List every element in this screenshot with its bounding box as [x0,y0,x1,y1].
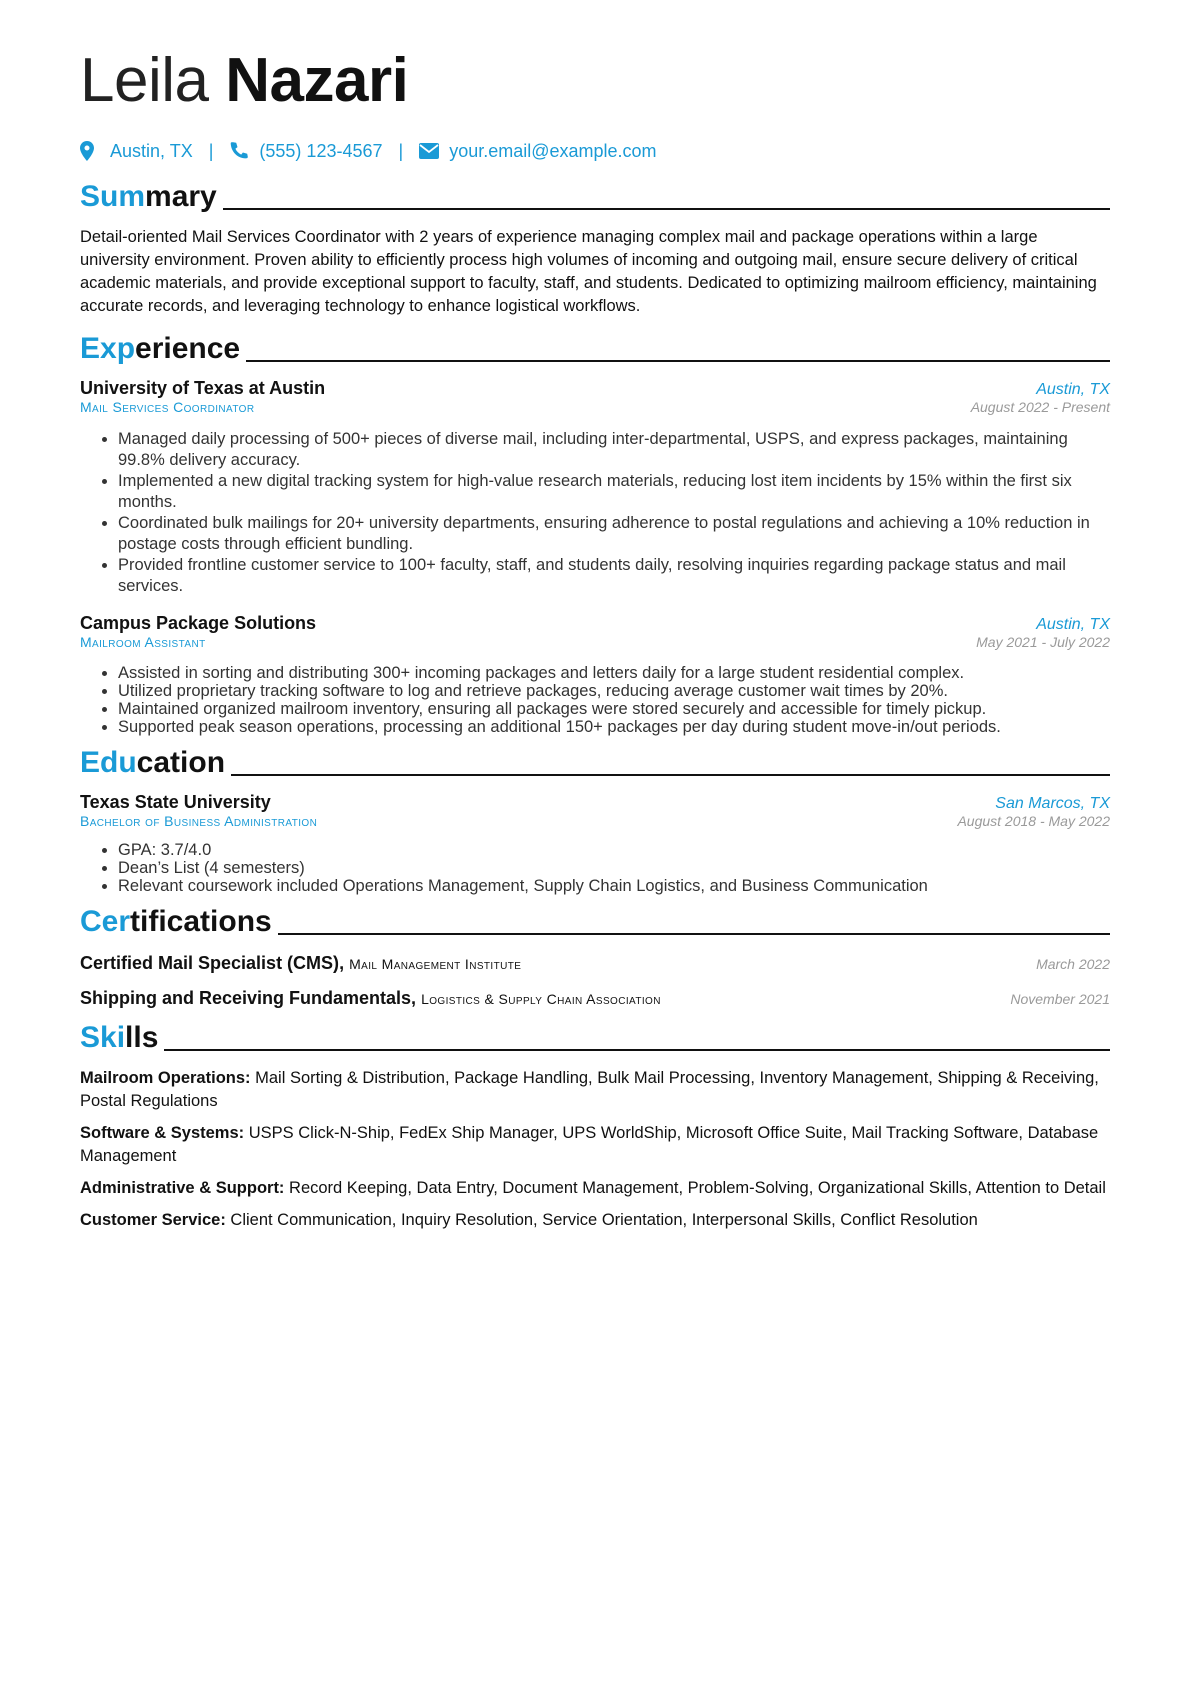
list-item: • Coordinated bulk mailings for 20+ university departments, ensuring adherence to postal regulations and achieving a 10% reduction in postage costs through efficient bundling. [118,513,1110,555]
section-rule [223,208,1110,210]
employer-location: Austin, TX [1036,616,1110,633]
list-item: • Implemented a new digital tracking system for high-value research materials, reducing lost item incidents by 15% within the first six months. [118,471,1110,513]
contact-separator: | [398,140,404,161]
job-bullets [80,429,1110,597]
certifications-heading [80,903,1110,939]
experience-entry [80,378,1110,597]
last-name: Nazari [225,46,409,115]
education-title: Education [80,746,226,779]
education-dates: August 2018 - May 2022 [957,813,1110,829]
job-bullets [80,664,1110,736]
envelope-icon [419,141,439,161]
certification-title: Certified Mail Specialist (CMS) [80,953,340,973]
skill-value: Record Keeping, Data Entry, Document Management, Problem-Solving, Organizational Skills, Attention to Detail [289,1179,1106,1197]
phone-icon [229,141,249,161]
contact-bar [80,138,1110,164]
certification-date: November 2021 [1010,991,1110,1007]
candidate-name [80,46,1110,116]
list-item: • Utilized proprietary tracking software to log and retrieve packages, reducing average customer wait times by 20%. [118,682,1110,700]
skill-group [80,1209,1110,1232]
summary-heading [80,178,1110,214]
list-item: • Relevant coursework included Operations Management, Supply Chain Logistics, and Business Communication [118,877,1110,895]
list-item: • Dean’s List (4 semesters) [118,859,1110,877]
education-heading [80,744,1110,780]
skill-group [80,1067,1110,1113]
skill-label: Administrative & Support: [80,1179,285,1197]
contact-separator: | [208,140,214,161]
skill-value: Client Communication, Inquiry Resolution, Service Orientation, Interpersonal Skills, Conflict Resolution [230,1211,978,1229]
school-name: Texas State University [80,792,271,812]
list-item: • Assisted in sorting and distributing 300+ incoming packages and letters daily for a large student residential complex. [118,664,1110,682]
section-rule [278,933,1110,935]
phone-text: (555) 123-4567 [259,140,383,161]
map-pin-icon [80,141,100,161]
skills-title: Skills [80,1021,159,1054]
list-item: • Managed daily processing of 500+ pieces of diverse mail, including inter-departmental, USPS, and express packages, maintaining 99.8% delivery accuracy. [118,429,1110,471]
contact-email[interactable] [419,141,656,162]
location-text: Austin, TX [110,140,193,161]
employer-name: University of Texas at Austin [80,378,326,398]
experience-title: Experience [80,332,241,365]
contact-phone[interactable] [229,141,382,162]
section-rule [246,360,1110,362]
list-item: • Supported peak season operations, processing an additional 150+ packages per day during student move-in/out periods. [118,718,1110,736]
job-dates: August 2022 - Present [970,399,1110,415]
degree-title: Bachelor of Business Administration [80,813,318,829]
certification-date: March 2022 [1036,956,1110,972]
certification-title: Shipping and Receiving Fundamentals [80,988,412,1008]
experience-heading [80,330,1110,366]
skill-value: Mail Sorting & Distribution, Package Handling, Bulk Mail Processing, Inventory Management, Shipping & Receiving, Postal Regulations [80,1069,1099,1110]
skill-value: USPS Click-N-Ship, FedEx Ship Manager, UPS WorldShip, Microsoft Office Suite, Mail Tracking Software, Database Management [80,1124,1099,1165]
section-rule [231,774,1110,776]
summary-text: Detail-oriented Mail Services Coordinator with 2 years of experience managing complex mail and package operations within a large university environment. Proven ability to efficiently process high volumes of incoming and outgoing mail, ensure secure delivery of critical academic materials, and provide exceptional support to faculty, staff, and students. Dedicated to optimizing mailroom efficiency, maintaining accurate records, and leveraging technology to enhance logistical workflows. [80,228,1097,315]
employer-name: Campus Package Solutions [80,613,317,633]
skill-group [80,1122,1110,1168]
education-bullets [80,841,1110,895]
employer-location: Austin, TX [1036,381,1110,398]
certifications-title: Certifications [80,905,272,938]
list-item: • Provided frontline customer service to 100+ faculty, staff, and students daily, resolving inquiries regarding package status and mail services. [118,555,1110,597]
contact-location [80,141,193,162]
first-name: Leila [80,46,209,115]
email-text: your.email@example.com [449,140,657,161]
school-location: San Marcos, TX [995,795,1110,812]
skill-group [80,1177,1110,1200]
section-rule [164,1049,1110,1051]
job-title: Mailroom Assistant [80,634,206,650]
list-item: • GPA: 3.7/4.0 [118,841,1110,859]
summary-title: Summary [80,180,217,213]
certification-issuer: Mail Management Institute [349,956,522,972]
skills-heading [80,1019,1110,1055]
education-entry [80,792,1110,895]
skill-label: Mailroom Operations: [80,1069,251,1087]
skill-label: Customer Service: [80,1211,226,1229]
certification-issuer: Logistics & Supply Chain Association [421,991,661,1007]
certification-entry: Shipping and Receiving Fundamentals, Logistics & Supply Chain Association November 2021 [80,988,1110,1008]
skill-label: Software & Systems: [80,1124,245,1142]
job-dates: May 2021 - July 2022 [976,634,1110,650]
job-title: Mail Services Coordinator [80,399,255,415]
list-item: • Maintained organized mailroom inventory, ensuring all packages were stored securely and accessible for timely pickup. [118,700,1110,718]
experience-entry [80,613,1110,736]
certification-entry: Certified Mail Specialist (CMS), Mail Management Institute March 2022 [80,953,1110,973]
